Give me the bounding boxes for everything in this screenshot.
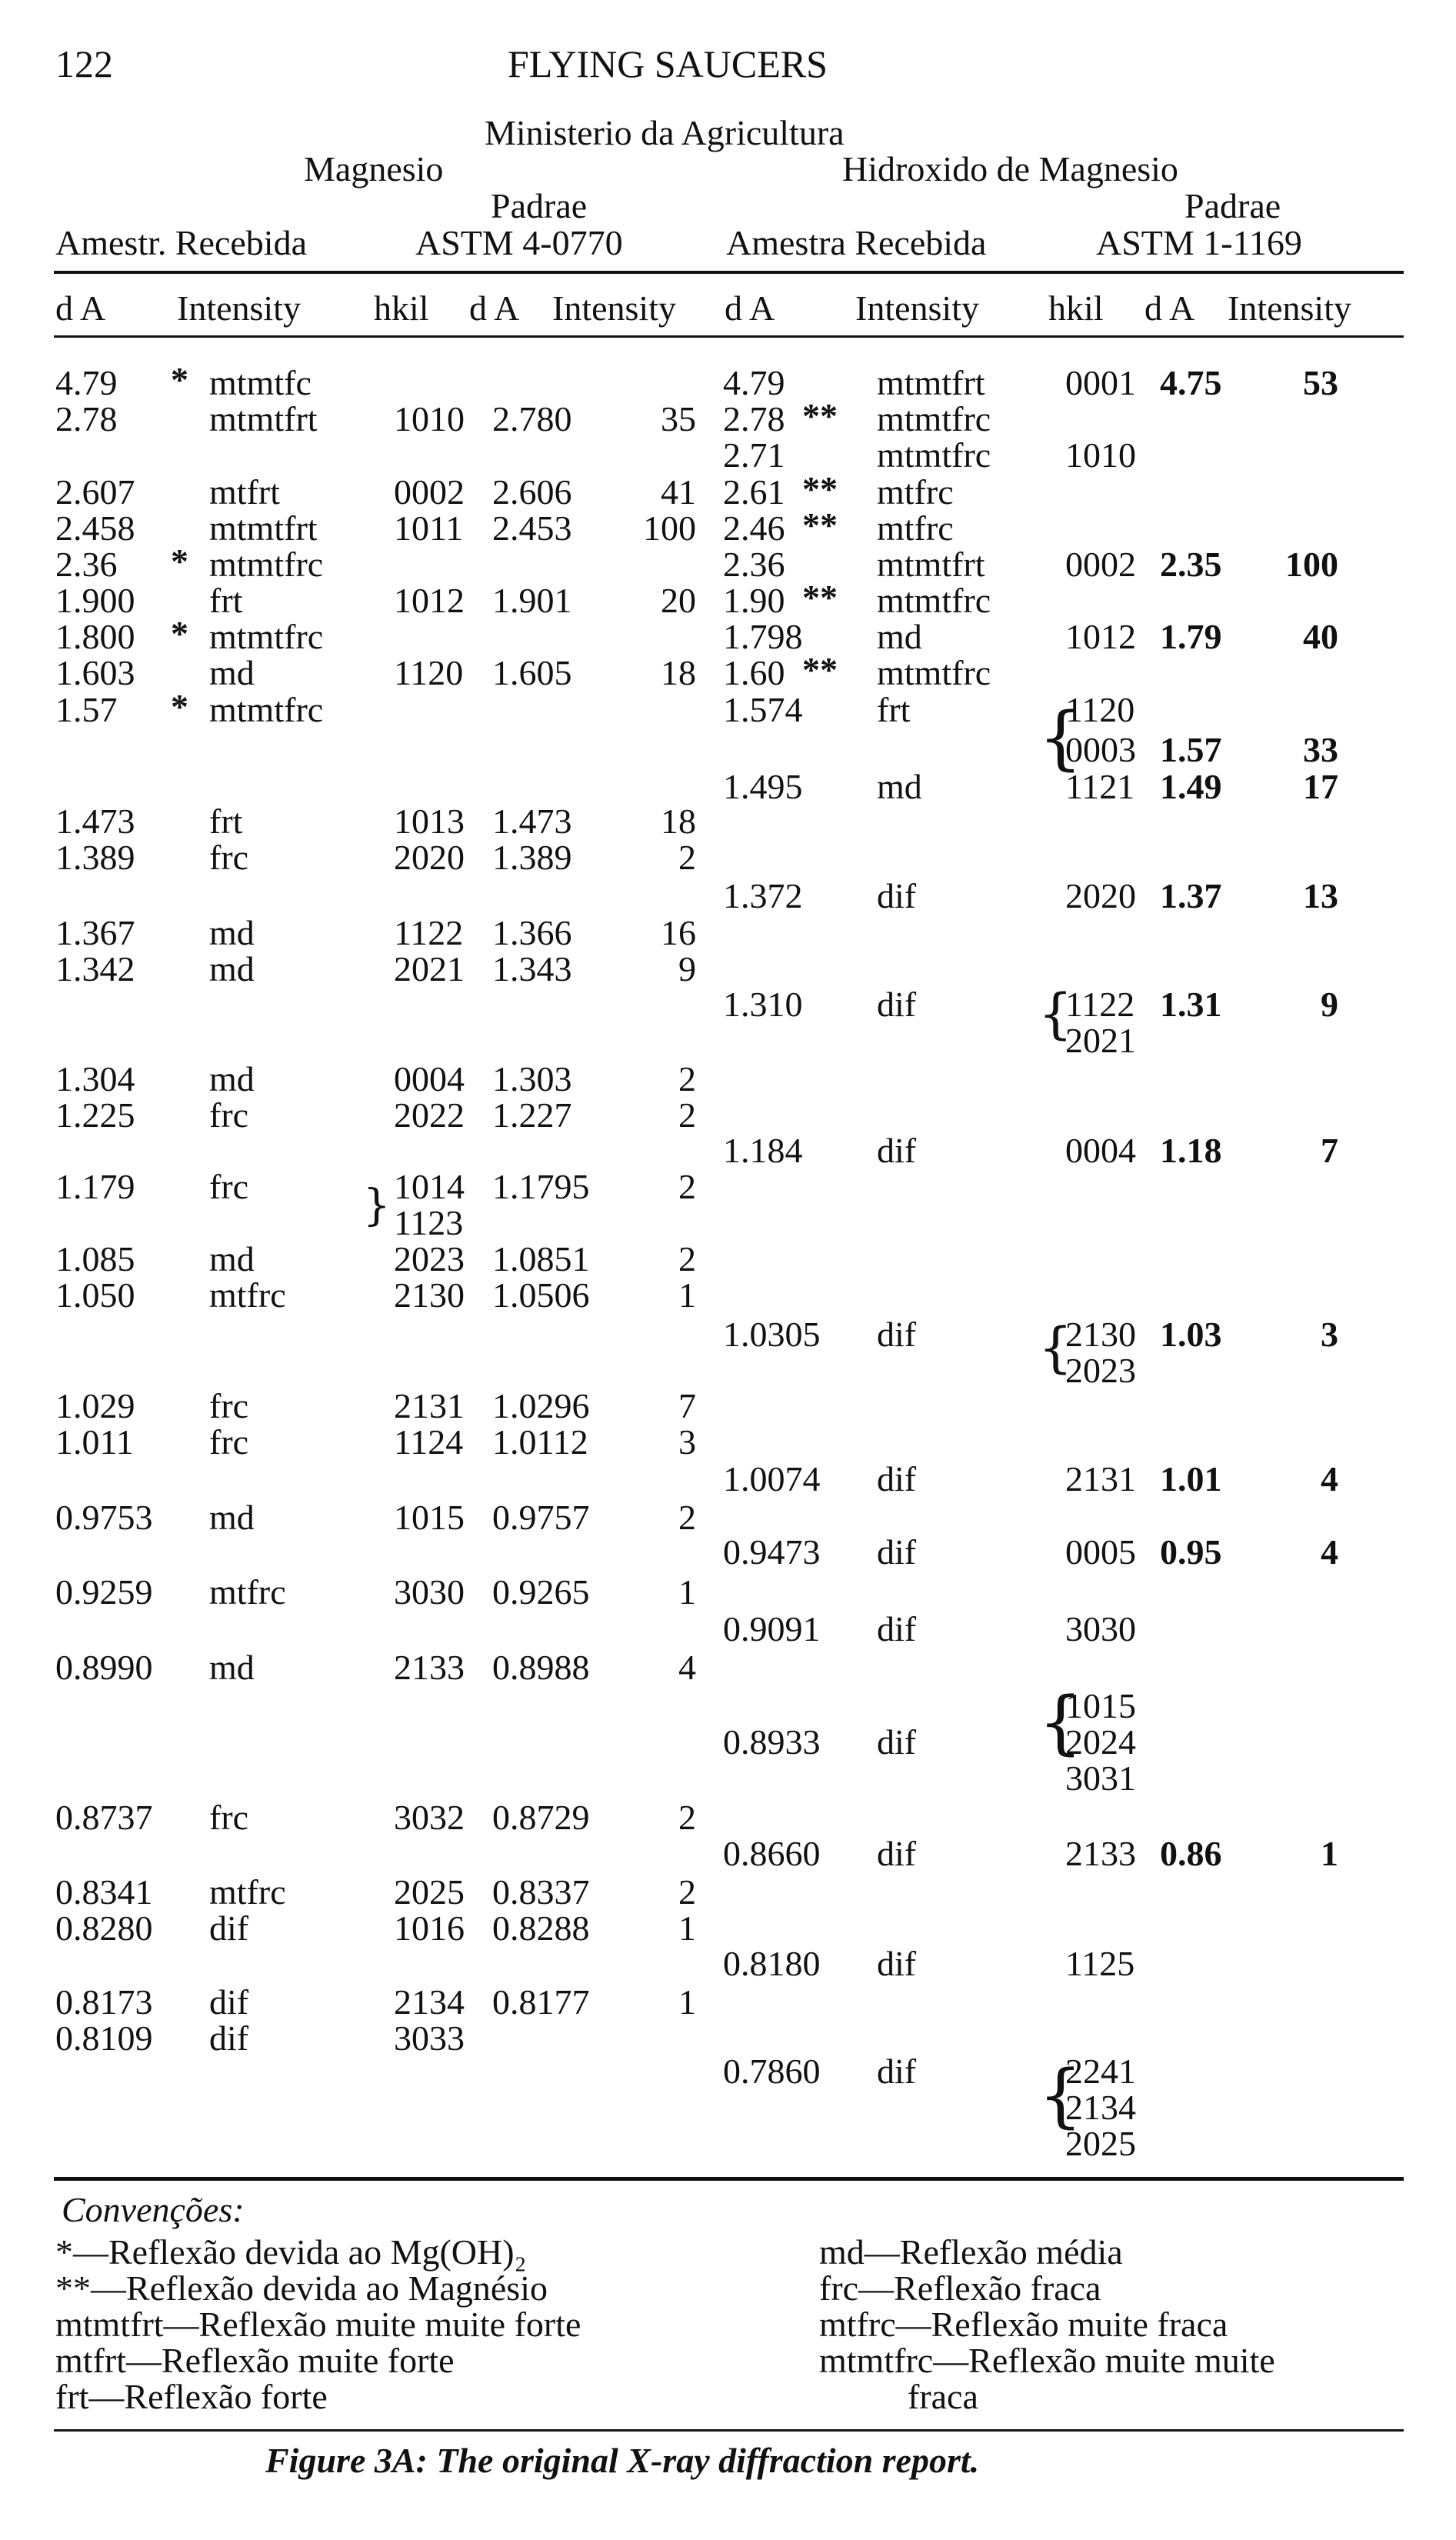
right-standard-intensity: 40 <box>1303 617 1338 656</box>
left-hkil-index: 1120 <box>394 653 464 692</box>
right-hkil-index: 2130 <box>1065 1315 1136 1354</box>
left-hkil-index: 3032 <box>394 1798 465 1837</box>
right-intensity-code: dif <box>877 1131 917 1170</box>
left-standard-intensity: 18 <box>661 653 696 692</box>
right-intensity-code: md <box>877 617 922 656</box>
left-intensity-code: frt <box>209 802 243 841</box>
right-d-value: 1.90 <box>723 581 785 620</box>
right-d-value: 1.495 <box>723 767 803 806</box>
right-d-value: 2.61 <box>723 472 785 512</box>
right-d-value: 1.0305 <box>723 1315 821 1354</box>
left-intensity-code: frc <box>209 1798 249 1837</box>
left-d-value: 0.8990 <box>55 1648 153 1687</box>
right-intensity-code: mtmtfrt <box>877 363 985 402</box>
right-intensity-code: mtmtfrc <box>877 581 991 620</box>
left-intensity-code: md <box>209 913 255 952</box>
right-hkil-index: 2023 <box>1065 1351 1136 1390</box>
left-intensity-code: frc <box>209 1095 249 1135</box>
left-hkil-index: 2022 <box>394 1095 465 1135</box>
left-standard-d: 1.473 <box>492 802 572 841</box>
right-brace-1122: { <box>1038 982 1073 1045</box>
left-intensity-code: mtmtfrc <box>209 545 324 584</box>
left-standard-d: 2.453 <box>492 508 572 548</box>
page-number: 122 <box>55 42 113 85</box>
left-hkil-index: 2133 <box>394 1648 465 1687</box>
left-standard-d: 1.0296 <box>492 1386 590 1425</box>
right-d-value: 0.9473 <box>723 1532 821 1572</box>
convention-right-item: md—Reflexão média <box>819 2232 1123 2272</box>
right-hkil-index: 3030 <box>1065 1609 1136 1648</box>
left-reflection-mark: * <box>171 614 188 653</box>
right-standard-intensity: 7 <box>1321 1131 1338 1170</box>
left-intensity-code: frc <box>209 1167 249 1206</box>
left-d-value: 0.8173 <box>55 1982 153 2022</box>
left-hkil-index: 2021 <box>394 949 465 988</box>
col-right-intensity: Intensity <box>855 288 979 328</box>
left-standard-intensity: 1 <box>678 1982 696 2022</box>
left-hkil-index: 2134 <box>394 1982 465 2022</box>
left-standard-intensity: 41 <box>661 472 696 512</box>
right-standard-intensity: 9 <box>1321 985 1338 1024</box>
convention-left-item: mtmtfrt—Reflexão muite muite forte <box>55 2305 581 2344</box>
col-left-hkil: hkil <box>374 288 429 328</box>
right-hkil-index: 1010 <box>1065 435 1136 475</box>
left-standard-intensity: 3 <box>678 1422 696 1462</box>
right-standard-intensity: 1 <box>1321 1834 1338 1873</box>
right-d-value: 1.310 <box>723 985 803 1024</box>
convention-left-item: **—Reflexão devida ao Magnésio <box>55 2268 548 2308</box>
right-brace-2130: { <box>1038 1316 1073 1379</box>
left-d-value: 1.389 <box>55 838 135 877</box>
right-standard-intensity: 53 <box>1303 363 1338 402</box>
left-sample-heading: Amestr. Recebida <box>55 223 308 262</box>
left-standard-intensity: 35 <box>661 399 696 438</box>
left-standard-d: 0.8988 <box>492 1648 590 1687</box>
left-intensity-code: md <box>209 1059 255 1098</box>
left-standard-heading: ASTM 4-0770 <box>415 223 623 262</box>
right-intensity-code: dif <box>877 1459 917 1498</box>
left-standard-d: 1.366 <box>492 913 572 952</box>
right-standard-heading: ASTM 1-1169 <box>1096 223 1302 262</box>
right-hkil-index: 2025 <box>1065 2124 1136 2163</box>
right-hkil-index: 2131 <box>1065 1459 1136 1498</box>
col-right-std-d: d A <box>1144 288 1195 328</box>
left-hkil-index: 1010 <box>394 399 465 438</box>
right-brace-2241: { <box>1038 2055 1083 2136</box>
left-intensity-code: md <box>209 1498 255 1537</box>
left-standard-d: 1.227 <box>492 1095 572 1135</box>
left-hkil-index: 1013 <box>394 802 465 841</box>
right-d-value: 1.574 <box>723 690 803 729</box>
right-brace-1120: { <box>1038 698 1083 778</box>
left-standard-d: 0.8729 <box>492 1798 590 1837</box>
figure-caption: Figure 3A: The original X-ray diffraction report. <box>265 2441 980 2480</box>
right-hkil-index: 0005 <box>1065 1532 1136 1572</box>
left-intensity-code: mtfrc <box>209 1872 286 1912</box>
right-hkil-index: 0004 <box>1065 1131 1136 1170</box>
left-d-value: 1.57 <box>55 690 118 729</box>
right-standard-d: 1.03 <box>1160 1315 1222 1354</box>
col-left-std-d: d A <box>469 288 520 328</box>
left-standard-intensity: 2 <box>678 1798 696 1837</box>
convention-right-item: frc—Reflexão fraca <box>819 2268 1101 2308</box>
left-d-value: 1.050 <box>55 1275 135 1315</box>
left-d-value: 1.225 <box>55 1095 135 1135</box>
right-standard-d: 1.57 <box>1160 730 1222 769</box>
right-hkil-index: 2134 <box>1065 2088 1136 2127</box>
right-hkil-index: 1015 <box>1065 1686 1136 1725</box>
right-hkil-index: 1125 <box>1065 1944 1135 1983</box>
right-hkil-index: 1122 <box>1065 985 1135 1024</box>
left-standard-intensity: 7 <box>678 1386 696 1425</box>
caption-rule <box>54 2429 1404 2432</box>
left-hkil-index: 0004 <box>394 1059 465 1098</box>
conventions-title: Convenções: <box>62 2190 245 2229</box>
right-standard-d: 1.18 <box>1160 1131 1222 1170</box>
left-intensity-code: frc <box>209 1386 249 1425</box>
left-d-value: 0.9753 <box>55 1498 153 1537</box>
left-intensity-code: md <box>209 653 255 692</box>
left-standard-d: 1.1795 <box>492 1167 590 1206</box>
right-d-value: 0.8660 <box>723 1834 821 1873</box>
right-standard-d: 1.49 <box>1160 767 1222 806</box>
right-standard-intensity: 13 <box>1303 876 1338 915</box>
left-standard-d: 1.343 <box>492 949 572 988</box>
col-left-std-intensity: Intensity <box>552 288 676 328</box>
right-standard-intensity: 4 <box>1321 1459 1338 1498</box>
left-intensity-code: mtfrc <box>209 1275 286 1315</box>
left-standard-intensity: 16 <box>661 913 696 952</box>
left-standard-intensity: 20 <box>661 581 696 620</box>
left-intensity-code: md <box>209 1648 255 1687</box>
left-d-value: 0.9259 <box>55 1572 153 1612</box>
left-d-value: 1.029 <box>55 1386 135 1425</box>
left-standard-d: 1.0851 <box>492 1239 590 1278</box>
left-standard-intensity: 9 <box>678 949 696 988</box>
left-d-value: 1.473 <box>55 802 135 841</box>
left-hkil-index: 1122 <box>394 913 464 952</box>
right-intensity-code: md <box>877 767 922 806</box>
right-reflection-mark: ** <box>802 505 838 545</box>
right-d-value: 1.60 <box>723 653 785 692</box>
right-standard-d: 1.01 <box>1160 1459 1222 1498</box>
right-hkil-index: 2021 <box>1065 1021 1136 1060</box>
right-d-value: 1.372 <box>723 876 803 915</box>
right-padrae-heading: Padrae <box>1184 186 1281 225</box>
right-hkil-index: 1120 <box>1065 690 1135 729</box>
left-intensity-code: frc <box>209 838 249 877</box>
left-hkil-index: 1124 <box>394 1422 464 1462</box>
right-intensity-code: frt <box>877 690 911 729</box>
left-standard-d: 2.606 <box>492 472 572 512</box>
left-standard-d: 1.389 <box>492 838 572 877</box>
col-right-hkil: hkil <box>1048 288 1104 328</box>
right-standard-d: 0.95 <box>1160 1532 1222 1572</box>
header-top-rule <box>54 271 1404 274</box>
left-hkil-index: 1011 <box>394 508 464 548</box>
convention-left-item: frt—Reflexão forte <box>55 2377 328 2416</box>
right-hkil-index: 0003 <box>1065 730 1136 769</box>
left-padrae-heading: Padrae <box>491 186 588 225</box>
right-intensity-code: mtfrc <box>877 472 954 512</box>
right-d-value: 4.79 <box>723 363 785 402</box>
left-standard-intensity: 1 <box>678 1908 696 1948</box>
left-hkil-index: 3033 <box>394 2018 465 2058</box>
right-intensity-code: mtfrc <box>877 508 954 548</box>
left-d-value: 0.8109 <box>55 2018 153 2058</box>
left-hkil-index: 1014 <box>394 1167 465 1206</box>
right-hkil-index: 2241 <box>1065 2052 1136 2091</box>
right-sample-heading: Amestra Recebida <box>726 223 987 262</box>
right-hkil-index: 3031 <box>1065 1758 1136 1798</box>
left-hkil-index: 3030 <box>394 1572 465 1612</box>
right-intensity-code: dif <box>877 1609 917 1648</box>
right-hkil-index: 2024 <box>1065 1722 1136 1762</box>
right-hkil-index: 0001 <box>1065 363 1136 402</box>
left-standard-intensity: 2 <box>678 1059 696 1098</box>
left-standard-intensity: 2 <box>678 1872 696 1912</box>
table-bottom-rule <box>54 2177 1404 2181</box>
right-intensity-code: mtmtfrc <box>877 399 991 438</box>
left-hkil-index: 2025 <box>394 1872 465 1912</box>
right-intensity-code: mtmtfrt <box>877 545 985 584</box>
left-standard-intensity: 2 <box>678 838 696 877</box>
left-standard-intensity: 100 <box>643 508 696 548</box>
right-d-value: 1.184 <box>723 1131 803 1170</box>
left-standard-d: 1.303 <box>492 1059 572 1098</box>
left-hkil-index: 2023 <box>394 1239 465 1278</box>
left-standard-d: 0.9265 <box>492 1572 590 1612</box>
left-standard-intensity: 2 <box>678 1095 696 1135</box>
left-d-value: 0.8737 <box>55 1798 153 1837</box>
left-d-value: 2.458 <box>55 508 135 548</box>
right-reflection-mark: ** <box>802 469 838 508</box>
left-reflection-mark: * <box>171 542 188 581</box>
left-hkil-index: 1016 <box>394 1908 465 1948</box>
left-intensity-code: mtmtfc <box>209 363 312 402</box>
left-hkil-index: 1123 <box>394 1203 464 1242</box>
left-reflection-mark: * <box>171 360 188 399</box>
left-standard-intensity: 1 <box>678 1275 696 1315</box>
right-hkil-index: 2020 <box>1065 876 1136 915</box>
left-d-value: 1.603 <box>55 653 135 692</box>
left-intensity-code: dif <box>209 1908 249 1948</box>
left-standard-d: 0.8177 <box>492 1982 590 2022</box>
right-standard-intensity: 17 <box>1303 767 1338 806</box>
right-hkil-index: 2133 <box>1065 1834 1136 1873</box>
right-brace-1015: { <box>1038 1682 1083 1763</box>
left-d-value: 2.78 <box>55 399 118 438</box>
right-reflection-mark: ** <box>802 578 838 617</box>
right-intensity-code: dif <box>877 985 917 1024</box>
left-intensity-code: mtmtfrt <box>209 399 318 438</box>
left-standard-d: 1.0112 <box>492 1422 588 1462</box>
convention-left-item: *—Reflexão devida ao Mg(OH)₂ <box>55 2232 527 2272</box>
right-standard-d: 1.31 <box>1160 985 1222 1024</box>
right-intensity-code: mtmtfrc <box>877 653 991 692</box>
right-d-value: 1.798 <box>723 617 803 656</box>
right-standard-intensity: 100 <box>1285 545 1338 584</box>
right-d-value: 2.78 <box>723 399 785 438</box>
left-brace-1014: } <box>363 1181 391 1231</box>
left-standard-d: 1.0506 <box>492 1275 590 1315</box>
left-d-value: 1.342 <box>55 949 135 988</box>
left-intensity-code: mtmtfrc <box>209 690 324 729</box>
right-intensity-code: dif <box>877 1834 917 1873</box>
right-intensity-code: dif <box>877 876 917 915</box>
left-intensity-code: frt <box>209 581 243 620</box>
right-intensity-code: dif <box>877 1315 917 1354</box>
right-d-value: 2.71 <box>723 435 785 475</box>
left-intensity-code: md <box>209 949 255 988</box>
col-left-intensity: Intensity <box>177 288 301 328</box>
left-standard-intensity: 2 <box>678 1498 696 1537</box>
left-hkil-index: 2020 <box>394 838 465 877</box>
right-intensity-code: dif <box>877 1944 917 1983</box>
right-standard-d: 1.79 <box>1160 617 1222 656</box>
left-standard-d: 0.8288 <box>492 1908 590 1948</box>
left-intensity-code: mtmtfrc <box>209 617 324 656</box>
header-bottom-rule <box>54 335 1404 338</box>
right-intensity-code: dif <box>877 1722 917 1762</box>
left-standard-intensity: 4 <box>678 1648 696 1687</box>
col-right-std-intensity: Intensity <box>1228 288 1351 328</box>
left-d-value: 1.304 <box>55 1059 135 1098</box>
right-standard-d: 0.86 <box>1160 1834 1222 1873</box>
left-hkil-index: 1015 <box>394 1498 465 1537</box>
right-hkil-index: 1012 <box>1065 617 1136 656</box>
right-hkil-index: 0002 <box>1065 545 1136 584</box>
right-standard-intensity: 4 <box>1321 1532 1338 1572</box>
left-standard-intensity: 2 <box>678 1167 696 1206</box>
institution-heading: Ministerio da Agricultura <box>485 113 845 152</box>
left-hkil-index: 2131 <box>394 1386 465 1425</box>
convention-right-item: fraca <box>908 2377 978 2416</box>
right-reflection-mark: ** <box>802 650 838 689</box>
left-intensity-code: mtmtfrt <box>209 508 318 548</box>
left-intensity-code: frc <box>209 1422 249 1462</box>
left-intensity-code: dif <box>209 1982 249 2022</box>
left-d-value: 2.607 <box>55 472 135 512</box>
left-d-value: 0.8341 <box>55 1872 153 1912</box>
left-hkil-index: 2130 <box>394 1275 465 1315</box>
left-standard-d: 0.9757 <box>492 1498 590 1537</box>
right-standard-d: 2.35 <box>1160 545 1222 584</box>
right-standard-d: 1.37 <box>1160 876 1222 915</box>
left-standard-intensity: 2 <box>678 1239 696 1278</box>
left-hkil-index: 0002 <box>394 472 465 512</box>
right-d-value: 0.8933 <box>723 1722 821 1762</box>
right-intensity-code: dif <box>877 2052 917 2091</box>
left-reflection-mark: * <box>171 687 188 726</box>
right-group-heading: Hidroxido de Magnesio <box>842 149 1178 188</box>
right-d-value: 0.9091 <box>723 1609 821 1648</box>
left-standard-d: 0.8337 <box>492 1872 590 1912</box>
right-d-value: 1.0074 <box>723 1459 821 1498</box>
right-d-value: 0.8180 <box>723 1944 821 1983</box>
left-d-value: 1.085 <box>55 1239 135 1278</box>
col-right-d: d A <box>725 288 775 328</box>
left-standard-d: 1.901 <box>492 581 572 620</box>
convention-right-item: mtfrc—Reflexão muite fraca <box>819 2305 1228 2344</box>
left-standard-intensity: 1 <box>678 1572 696 1612</box>
left-d-value: 1.900 <box>55 581 135 620</box>
right-hkil-index: 1121 <box>1065 767 1135 806</box>
convention-right-item: mtmtfrc—Reflexão muite muite <box>819 2341 1275 2380</box>
right-intensity-code: dif <box>877 1532 917 1572</box>
left-d-value: 1.011 <box>55 1422 134 1462</box>
right-d-value: 2.46 <box>723 508 785 548</box>
left-intensity-code: md <box>209 1239 255 1278</box>
right-d-value: 2.36 <box>723 545 785 584</box>
left-hkil-index: 1012 <box>394 581 465 620</box>
col-left-d: d A <box>55 288 106 328</box>
left-d-value: 1.367 <box>55 913 135 952</box>
right-standard-intensity: 3 <box>1321 1315 1338 1354</box>
left-standard-intensity: 18 <box>661 802 696 841</box>
right-d-value: 0.7860 <box>723 2052 821 2091</box>
right-intensity-code: mtmtfrc <box>877 435 991 475</box>
right-standard-intensity: 33 <box>1303 730 1338 769</box>
left-d-value: 2.36 <box>55 545 118 584</box>
left-intensity-code: mtfrt <box>209 472 280 512</box>
left-group-heading: Magnesio <box>304 149 444 188</box>
page-title: FLYING SAUCERS <box>508 42 828 85</box>
right-reflection-mark: ** <box>802 396 838 435</box>
left-intensity-code: mtfrc <box>209 1572 286 1612</box>
convention-left-item: mtfrt—Reflexão muite forte <box>55 2341 455 2380</box>
left-standard-d: 2.780 <box>492 399 572 438</box>
left-d-value: 0.8280 <box>55 1908 153 1948</box>
left-standard-d: 1.605 <box>492 653 572 692</box>
right-standard-d: 4.75 <box>1160 363 1222 402</box>
left-intensity-code: dif <box>209 2018 249 2058</box>
left-d-value: 1.179 <box>55 1167 135 1206</box>
left-d-value: 1.800 <box>55 617 135 656</box>
left-d-value: 4.79 <box>55 363 118 402</box>
